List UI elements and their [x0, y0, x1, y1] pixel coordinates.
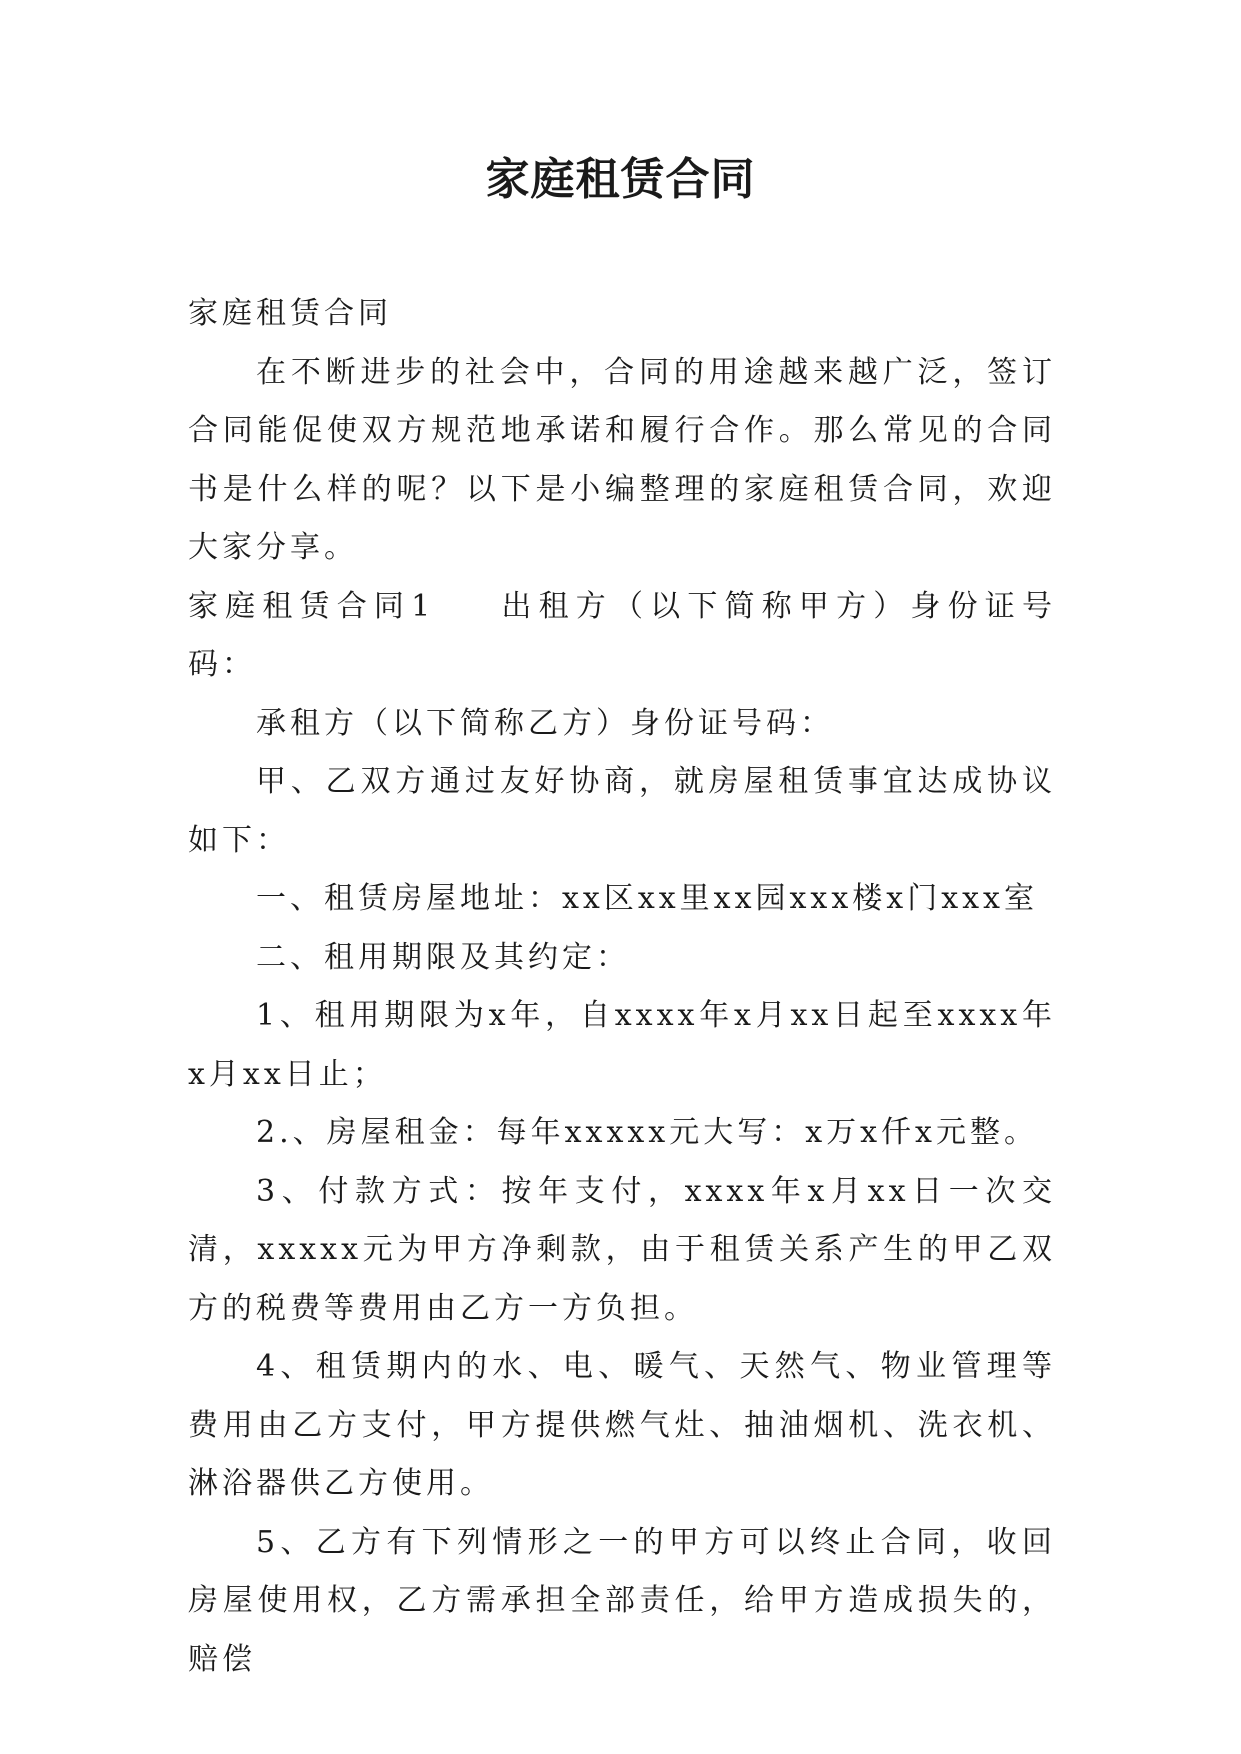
paragraph-item-1: 1、租用期限为x年，自xxxx年x月xx日起至xxxx年x月xx日止； — [188, 998, 1056, 1092]
paragraph-item-2: 2.、房屋租金：每年xxxxx元大写：x万x仟x元整。 — [256, 1115, 1038, 1150]
paragraph-intro: 在不断进步的社会中，合同的用途越来越广泛，签订合同能促使双方规范地承诺和履行合作。那么常见的合同书是什么样的呢？以下是小编整理的家庭租赁合同，欢迎大家分享。 — [188, 354, 1056, 565]
paragraph-tenant: 承租方（以下简称乙方）身份证号码： — [256, 705, 834, 741]
paragraph-item-5: 5、乙方有下列情形之一的甲方可以终止合同，收回房屋使用权，乙方需承担全部责任，给甲方造成损失的，赔偿 — [188, 1524, 1056, 1677]
paragraph-subtitle: 家庭租赁合同 — [188, 296, 392, 331]
paragraph-clause-2: 二、租用期限及其约定： — [256, 939, 630, 975]
paragraph-item-4: 4、租赁期内的水、电、暖气、天然气、物业管理等费用由乙方支付，甲方提供燃气灶、抽油烟机、洗衣机、淋浴器供乙方使用。 — [188, 1349, 1056, 1501]
paragraph-item-3: 3、付款方式：按年支付，xxxx年x月xx日一次交清，xxxxx元为甲方净剩款，由于租赁关系产生的甲乙双方的税费等费用由乙方一方负担。 — [188, 1173, 1056, 1326]
paragraph-contract-1-heading — [188, 578, 1056, 695]
paragraph-agreement: 甲、乙双方通过友好协商，就房屋租赁事宜达成协议如下： — [188, 764, 1056, 858]
document-title: 家庭租赁合同 — [485, 154, 756, 205]
lessor-id-label: 出租方（以下简称甲方）身份证号码： — [188, 588, 1056, 682]
paragraph-clause-1: 一、租赁房屋地址：xx区xx里xx园xxx楼x门xxx室 — [256, 881, 1038, 916]
contract-heading-label: 家庭租赁合同1 — [188, 588, 435, 624]
document-body — [188, 285, 1056, 1689]
